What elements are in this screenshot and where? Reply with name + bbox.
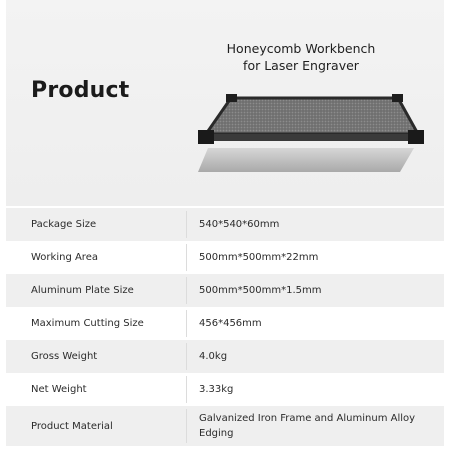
- product-name-line-1: Honeycomb Workbench: [226, 41, 376, 56]
- spec-label: Maximum Cutting Size: [31, 318, 144, 329]
- spec-label: Aluminum Plate Size: [31, 285, 134, 296]
- spec-row: [6, 406, 444, 446]
- spec-value: 540*540*60mm: [199, 219, 280, 230]
- column-divider: [186, 376, 187, 403]
- spec-label: Package Size: [31, 219, 97, 230]
- front-frame-rail: [204, 134, 420, 141]
- product-spec-sheet: [6, 0, 444, 450]
- spec-table: [6, 208, 444, 446]
- product-hero: [6, 0, 444, 206]
- column-divider: [186, 310, 187, 337]
- column-divider: [186, 211, 187, 238]
- product-name: [196, 40, 406, 74]
- spec-row: [6, 208, 444, 241]
- column-divider: [186, 343, 187, 370]
- column-divider: [186, 244, 187, 271]
- corner-block: [198, 130, 214, 144]
- spec-value: 4.0kg: [199, 351, 228, 362]
- spec-label: Product Material: [31, 420, 113, 432]
- spec-row: [6, 241, 444, 274]
- corner-block: [408, 130, 424, 144]
- corner-block: [226, 94, 237, 102]
- column-divider: [186, 277, 187, 304]
- aluminum-plate: [198, 148, 414, 172]
- spec-value: 500mm*500mm*22mm: [199, 252, 319, 263]
- spec-row: [6, 274, 444, 307]
- corner-block: [392, 94, 403, 102]
- spec-value: 3.33kg: [199, 384, 234, 395]
- spec-row: [6, 307, 444, 340]
- spec-row: [6, 340, 444, 373]
- spec-value: 500mm*500mm*1.5mm: [199, 285, 322, 296]
- spec-label: Gross Weight: [31, 351, 98, 362]
- spec-label: Net Weight: [31, 384, 87, 395]
- column-divider: [186, 409, 187, 443]
- product-name-line-2: for Laser Engraver: [243, 58, 359, 73]
- honeycomb-workbench-image: [186, 90, 426, 180]
- spec-row: [6, 373, 444, 406]
- spec-value: Galvanized Iron Frame and Aluminum Alloy Edging: [199, 413, 416, 439]
- spec-label: Working Area: [31, 252, 98, 263]
- honeycomb-surface: [206, 98, 418, 134]
- section-title: Product: [31, 78, 130, 103]
- spec-value: 456*456mm: [199, 318, 262, 329]
